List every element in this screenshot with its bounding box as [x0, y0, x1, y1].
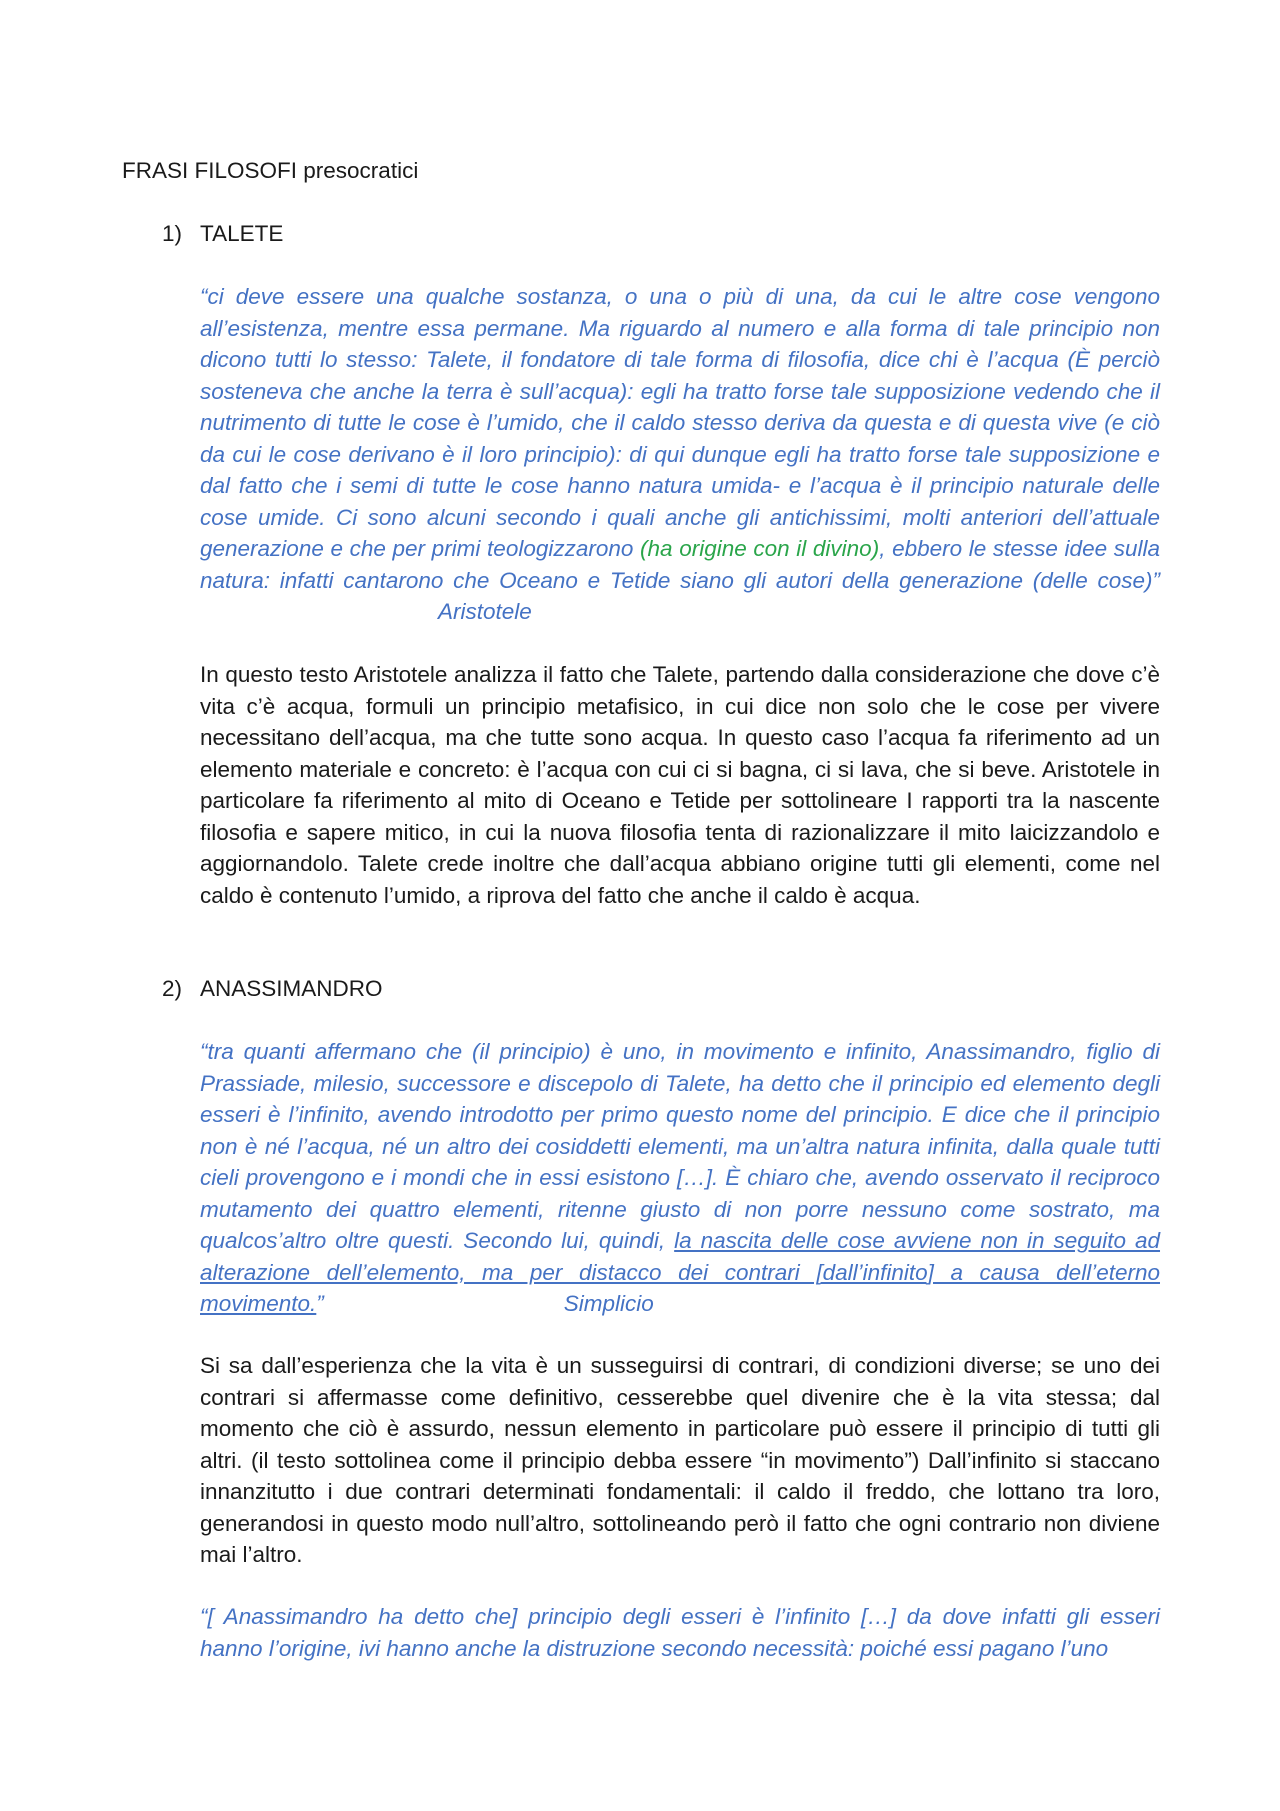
quote-green-note: (ha origine con il divino): [640, 536, 880, 561]
section-number: 2): [162, 976, 183, 1001]
quote-attribution: Simplicio: [563, 1291, 654, 1316]
quote-anassimandro-second: “[ Anassimandro ha detto che] principio degli esseri è l’infinito […] da dove infatti gli esseri hanno l’origine, ivi hanno anche la distruzione secondo necessità: poiché essi pagano l’uno: [200, 1604, 1160, 1661]
quote-attribution: Aristotele: [438, 599, 532, 624]
section-number: 1): [162, 221, 183, 246]
quote-close: ”: [316, 1291, 324, 1316]
quote-text-continued: , ebbero le stesse idee sulla natura: infatti cantarono che Oceano e Tetide siano gli autori della generazione (delle cose)”: [200, 536, 1161, 593]
section-heading-anassimandro: [162, 973, 383, 1004]
quote-text: “tra quanti affermano che (il principio) è uno, in movimento e infinito, Anassimandro, figlio di Prassiade, milesio, successore e discepolo di Talete, ha detto che il principio ed elemento degli esseri è l’infinito, avendo introdotto per primo questo nome del principio. E dice che il principio non è né l’acqua, né un altro dei cosiddetti elementi, ma un’altra natura infinita, dalla quale tutti cieli provengono e i mondi che in essi esistono […]. È chiaro che, avendo osservato il reciproco mutamento dei quattro elementi, ritenne giusto di non porre nessuno come sostrato, ma qualcos’altro oltre questi. Secondo lui, quindi,: [200, 1039, 1160, 1253]
document-title: FRASI FILOSOFI presocratici: [122, 158, 419, 183]
quote-aristotele: [200, 281, 1160, 628]
section-heading-talete: [162, 218, 283, 249]
section-title: ANASSIMANDRO: [200, 976, 383, 1001]
commentary-anassimandro: Si sa dall’esperienza che la vita è un susseguirsi di contrari, di condizioni diverse; se uno dei contrari si affermasse come definitivo, cesserebbe quel divenire che è la vita stessa; dal momento che ciò è assurdo, nessun elemento in particolare può essere il principio di tutti gli altri. (il testo sottolinea come il principio debba essere “in movimento”) Dall’infinito si staccano innanzitutto i due contrari determinati fondamentali: il caldo il freddo, che lottano tra loro, generandosi in questo modo null’altro, sottolineando però il fatto che ogni contrario non diviene mai l’altro.: [200, 1353, 1160, 1567]
section-title: TALETE: [200, 221, 284, 246]
quote-simplicio: [200, 1036, 1160, 1320]
quote-text: “ci deve essere una qualche sostanza, o una o più di una, da cui le altre cose vengono all’esistenza, mentre essa permane. Ma riguardo al numero e alla forma di tale principio non dicono tutti lo stesso: Talete, il fondatore di tale forma di filosofia, dice chi è l’acqua (È perciò sosteneva che anche la terra è sull’acqua): egli ha tratto forse tale supposizione vedendo che il nutrimento di tutte le cose è l’umido, che il caldo stesso deriva da questa e di questa vive (e ciò da cui le cose derivano è il loro principio): di qui dunque egli ha tratto forse tale supposizione e dal fatto che i semi di tutte le cose hanno natura umida- e l’acqua è il principio naturale delle cose umide. Ci sono alcuni secondo i quali anche gli antichissimi, molti anteriori dell’attuale generazione e che per primi teologizzarono: [200, 284, 1160, 561]
commentary-talete: In questo testo Aristotele analizza il fatto che Talete, partendo dalla considerazione che dove c’è vita c’è acqua, formuli un principio metafisico, in cui dice non solo che le cose per vivere necessitano dell’acqua, ma che tutte sono acqua. In questo caso l’acqua fa riferimento ad un elemento materiale e concreto: è l’acqua con cui ci si bagna, ci si lava, che si beve. Aristotele in particolare fa riferimento al mito di Oceano e Tetide per sottolineare I rapporti tra la nascente filosofia e sapere mitico, in cui la nuova filosofia tenta di razionalizzare il mito laicizzandolo e aggiornandolo. Talete crede inoltre che dall’acqua abbiano origine tutti gli elementi, come nel caldo è contenuto l’umido, a riprova del fatto che anche il caldo è acqua.: [200, 662, 1160, 908]
quote-underlined: la nascita delle cose avviene non in seguito ad alterazione dell’elemento, ma per distacco dei contrari [dall’infinito] a causa dell’eterno movimento.: [200, 1228, 1161, 1316]
